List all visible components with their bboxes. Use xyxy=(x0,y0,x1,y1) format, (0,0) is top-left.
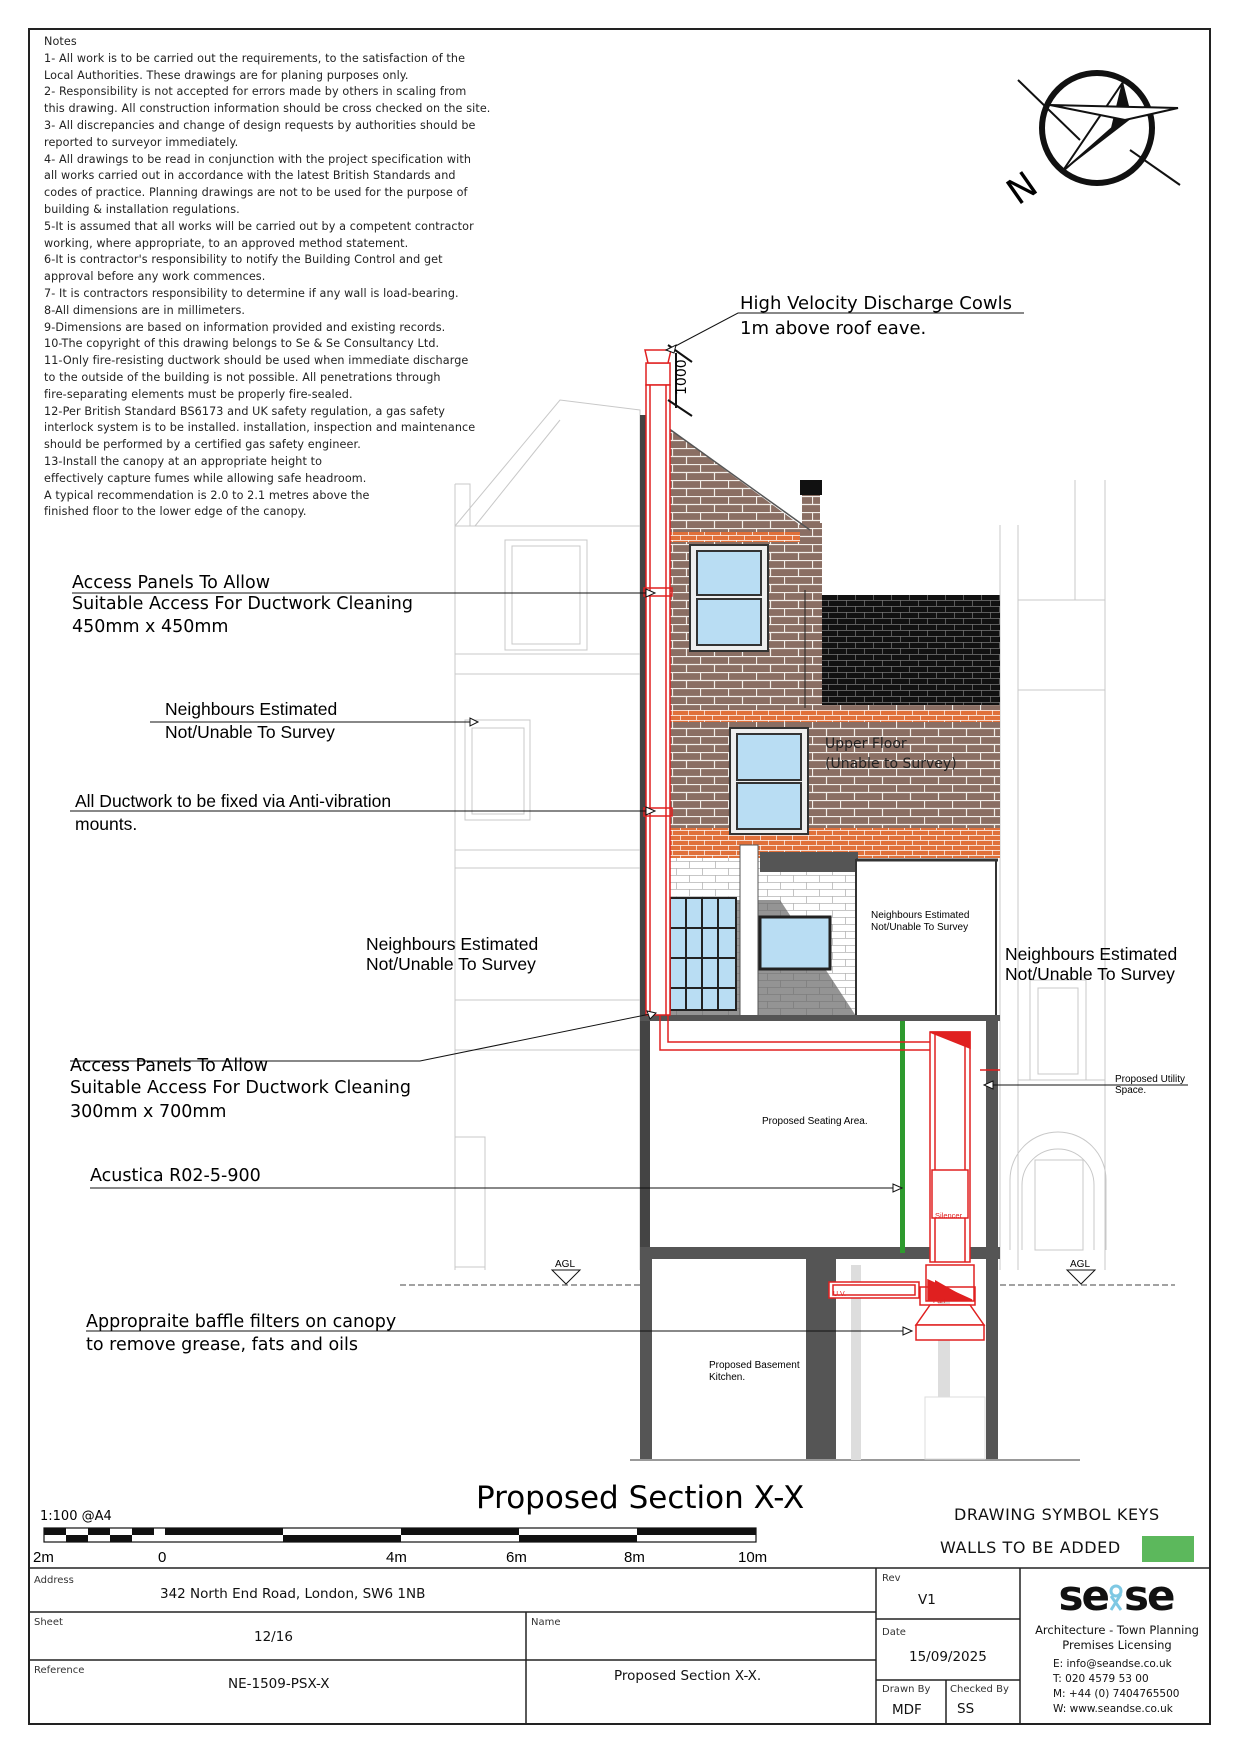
symbol-key-swatch xyxy=(1142,1536,1194,1562)
note-line: 5-It is assumed that all works will be carried out by a competent contractor xyxy=(44,219,474,233)
neighbour-left-outline xyxy=(455,400,640,1270)
label-access-lower-2: Suitable Access For Ductwork Cleaning xyxy=(70,1078,412,1098)
drawn-by-value: MDF xyxy=(892,1702,922,1718)
scale-label: 2m xyxy=(33,1549,54,1566)
label-silencer: Silencer xyxy=(935,1211,963,1220)
reference-value: NE-1509-PSX-X xyxy=(228,1676,330,1692)
label-neighbours-upper-2: Not/Unable To Survey xyxy=(165,722,335,742)
note-line: reported to surveyor immediately. xyxy=(44,135,239,149)
symbol-key-item-label: WALLS TO BE ADDED xyxy=(940,1538,1121,1557)
name-value: Proposed Section X-X. xyxy=(614,1668,762,1684)
slate-roof xyxy=(822,595,1000,720)
label-cowls-1: High Velocity Discharge Cowls xyxy=(740,293,1012,314)
name-label: Name xyxy=(531,1617,561,1628)
note-line: 12-Per British Standard BS6173 and UK safety regulation, a gas safety xyxy=(44,404,445,418)
note-line: effectively capture fumes while allowing safe headroom. xyxy=(44,471,367,485)
date-label: Date xyxy=(882,1627,906,1638)
label-utility-2: Space. xyxy=(1115,1085,1147,1096)
company-tagline-1: Architecture - Town Planning xyxy=(1035,1623,1199,1637)
note-line: 7- It is contractors responsibility to determine if any wall is load-bearing. xyxy=(44,286,459,300)
scale-label: 6m xyxy=(506,1549,527,1566)
north-compass-icon xyxy=(1018,73,1180,185)
neighbour-right-outline xyxy=(1000,480,1106,1270)
agl-marker-right xyxy=(1067,1270,1095,1284)
label-access-upper-1: Access Panels To Allow xyxy=(72,573,271,593)
label-neighbours-upper-1: Neighbours Estimated xyxy=(165,699,338,719)
title-block xyxy=(28,1567,1211,1725)
note-line: building & installation regulations. xyxy=(44,202,240,216)
label-neighbours-right-2: Not/Unable To Survey xyxy=(1005,964,1175,984)
note-line: to the outside of the building is not possible. All penetrations through xyxy=(44,370,441,384)
company-phone: T: 020 4579 53 00 xyxy=(1053,1673,1149,1685)
label-kitchen-1: Proposed Basement xyxy=(709,1360,800,1371)
label-baffle-2: to remove grease, fats and oils xyxy=(86,1335,359,1355)
sheet-label: Sheet xyxy=(34,1617,63,1628)
company-mobile: M: +44 (0) 7404765500 xyxy=(1053,1688,1180,1700)
label-upper-floor-2: (Unable to Survey) xyxy=(825,756,957,772)
label-access-upper-3: 450mm x 450mm xyxy=(72,617,229,637)
label-baffle-1: Appropraite baffle filters on canopy xyxy=(86,1312,397,1332)
section-title: Proposed Section X-X xyxy=(476,1480,805,1516)
note-line: this drawing. All construction information should be cross checked on the site. xyxy=(44,102,491,116)
proposed-green-wall xyxy=(900,1021,905,1253)
drawn-by-label: Drawn By xyxy=(882,1684,931,1695)
note-line: approval before any work commences. xyxy=(44,270,266,284)
checked-by-value: SS xyxy=(957,1701,975,1717)
checked-by-label: Checked By xyxy=(950,1684,1009,1695)
note-line: codes of practice. Planning drawings are not to be used for the purpose of xyxy=(44,186,468,200)
label-cowls-2: 1m above roof eave. xyxy=(740,318,927,339)
label-uv: U.V. xyxy=(833,1291,846,1298)
rev-label: Rev xyxy=(882,1573,901,1584)
company-logo-right: se xyxy=(1124,1571,1174,1620)
scale-label: 10m xyxy=(738,1549,768,1566)
scale-text: 1:100 @A4 xyxy=(40,1509,112,1524)
note-line: 3- All discrepancies and change of design requests by authorities should be xyxy=(44,118,476,132)
address-value: 342 North End Road, London, SW6 1NB xyxy=(160,1586,426,1602)
sheet-value: 12/16 xyxy=(254,1629,293,1645)
label-dim-1000: 1000 xyxy=(674,359,690,395)
note-line: 10-The copyright of this drawing belongs to Se & Se Consultancy Ltd. xyxy=(44,337,440,351)
notes-heading: Notes xyxy=(44,35,77,48)
note-line: 6-It is contractor's responsibility to notify the Building Control and get xyxy=(44,253,443,267)
note-line: 9-Dimensions are based on information provided and existing records. xyxy=(44,320,446,334)
company-logo-ampersand-icon xyxy=(1108,1582,1124,1612)
scale-bar xyxy=(33,1509,767,1566)
label-seating: Proposed Seating Area. xyxy=(762,1116,868,1127)
note-line: 4- All drawings to be read in conjunction with the project specification with xyxy=(44,152,472,166)
scale-label: 0 xyxy=(158,1549,167,1566)
label-fan: Fan xyxy=(933,1298,946,1305)
label-ductwork-1: All Ductwork to be fixed via Anti-vibration xyxy=(75,791,392,811)
label-agl-right: AGL xyxy=(1070,1259,1091,1270)
note-line: working, where appropriate, to an approved method statement. xyxy=(44,236,409,250)
note-line: should be performed by a certified gas safety engineer. xyxy=(44,438,361,452)
scale-label: 4m xyxy=(386,1549,407,1566)
label-compass-n: N xyxy=(999,164,1046,214)
note-line: 2- Responsibility is not accepted for errors made by others in scaling from xyxy=(44,85,467,99)
company-web: W: www.seandse.co.uk xyxy=(1053,1703,1173,1715)
label-agl-left: AGL xyxy=(555,1259,576,1270)
agl-marker-left xyxy=(552,1270,580,1284)
label-utility-1: Proposed Utility xyxy=(1115,1074,1186,1085)
label-neighbours-inner-2: Not/Unable To Survey xyxy=(871,922,969,933)
upper-window-mid xyxy=(730,728,808,834)
rev-value: V1 xyxy=(918,1592,936,1608)
note-line: A typical recommendation is 2.0 to 2.1 metres above the xyxy=(44,488,370,502)
label-kitchen-2: Kitchen. xyxy=(709,1372,746,1383)
note-line: 8-All dimensions are in millimeters. xyxy=(44,303,246,317)
label-ductwork-2: mounts. xyxy=(75,814,138,834)
label-acustica: Acustica R02-5-900 xyxy=(90,1166,261,1186)
label-neighbours-right-1: Neighbours Estimated xyxy=(1005,944,1178,964)
label-upper-floor-1: Upper Floor xyxy=(825,736,907,752)
company-logo-left: se xyxy=(1058,1571,1108,1620)
scale-label: 8m xyxy=(624,1549,645,1566)
address-label: Address xyxy=(34,1575,74,1586)
company-logo xyxy=(1046,1571,1186,1619)
note-line: Local Authorities. These drawings are for planing purposes only. xyxy=(44,68,409,82)
date-value: 15/09/2025 xyxy=(909,1649,987,1665)
label-access-upper-2: Suitable Access For Ductwork Cleaning xyxy=(72,594,414,614)
note-line: 13-Install the canopy at an appropriate height to xyxy=(44,454,323,468)
note-line: finished floor to the lower edge of the canopy. xyxy=(44,505,307,519)
company-email: E: info@seandse.co.uk xyxy=(1053,1658,1172,1670)
label-access-lower-1: Access Panels To Allow xyxy=(70,1056,269,1076)
label-neighbours-inner-1: Neighbours Estimated xyxy=(871,910,970,921)
label-access-lower-3: 300mm x 700mm xyxy=(70,1102,227,1122)
upper-window-top xyxy=(690,545,768,651)
ground-line xyxy=(400,1285,1175,1460)
note-line: fire-separating elements must be properly fire-sealed. xyxy=(44,387,353,401)
note-line: 1- All work is to be carried out the requirements, to the satisfaction of the xyxy=(44,51,466,65)
symbol-key-heading: DRAWING SYMBOL KEYS xyxy=(954,1505,1160,1524)
reference-label: Reference xyxy=(34,1665,85,1676)
label-neighbours-mid-2: Not/Unable To Survey xyxy=(366,954,536,974)
company-tagline-2: Premises Licensing xyxy=(1062,1638,1172,1652)
note-line: 11-Only fire-resisting ductwork should be used when immediate discharge xyxy=(44,354,469,368)
note-line: all works carried out in accordance with the latest British Standards and xyxy=(44,169,456,183)
note-line: interlock system is to be installed. installation, inspection and maintenance xyxy=(44,421,476,435)
label-neighbours-mid-1: Neighbours Estimated xyxy=(366,934,539,954)
